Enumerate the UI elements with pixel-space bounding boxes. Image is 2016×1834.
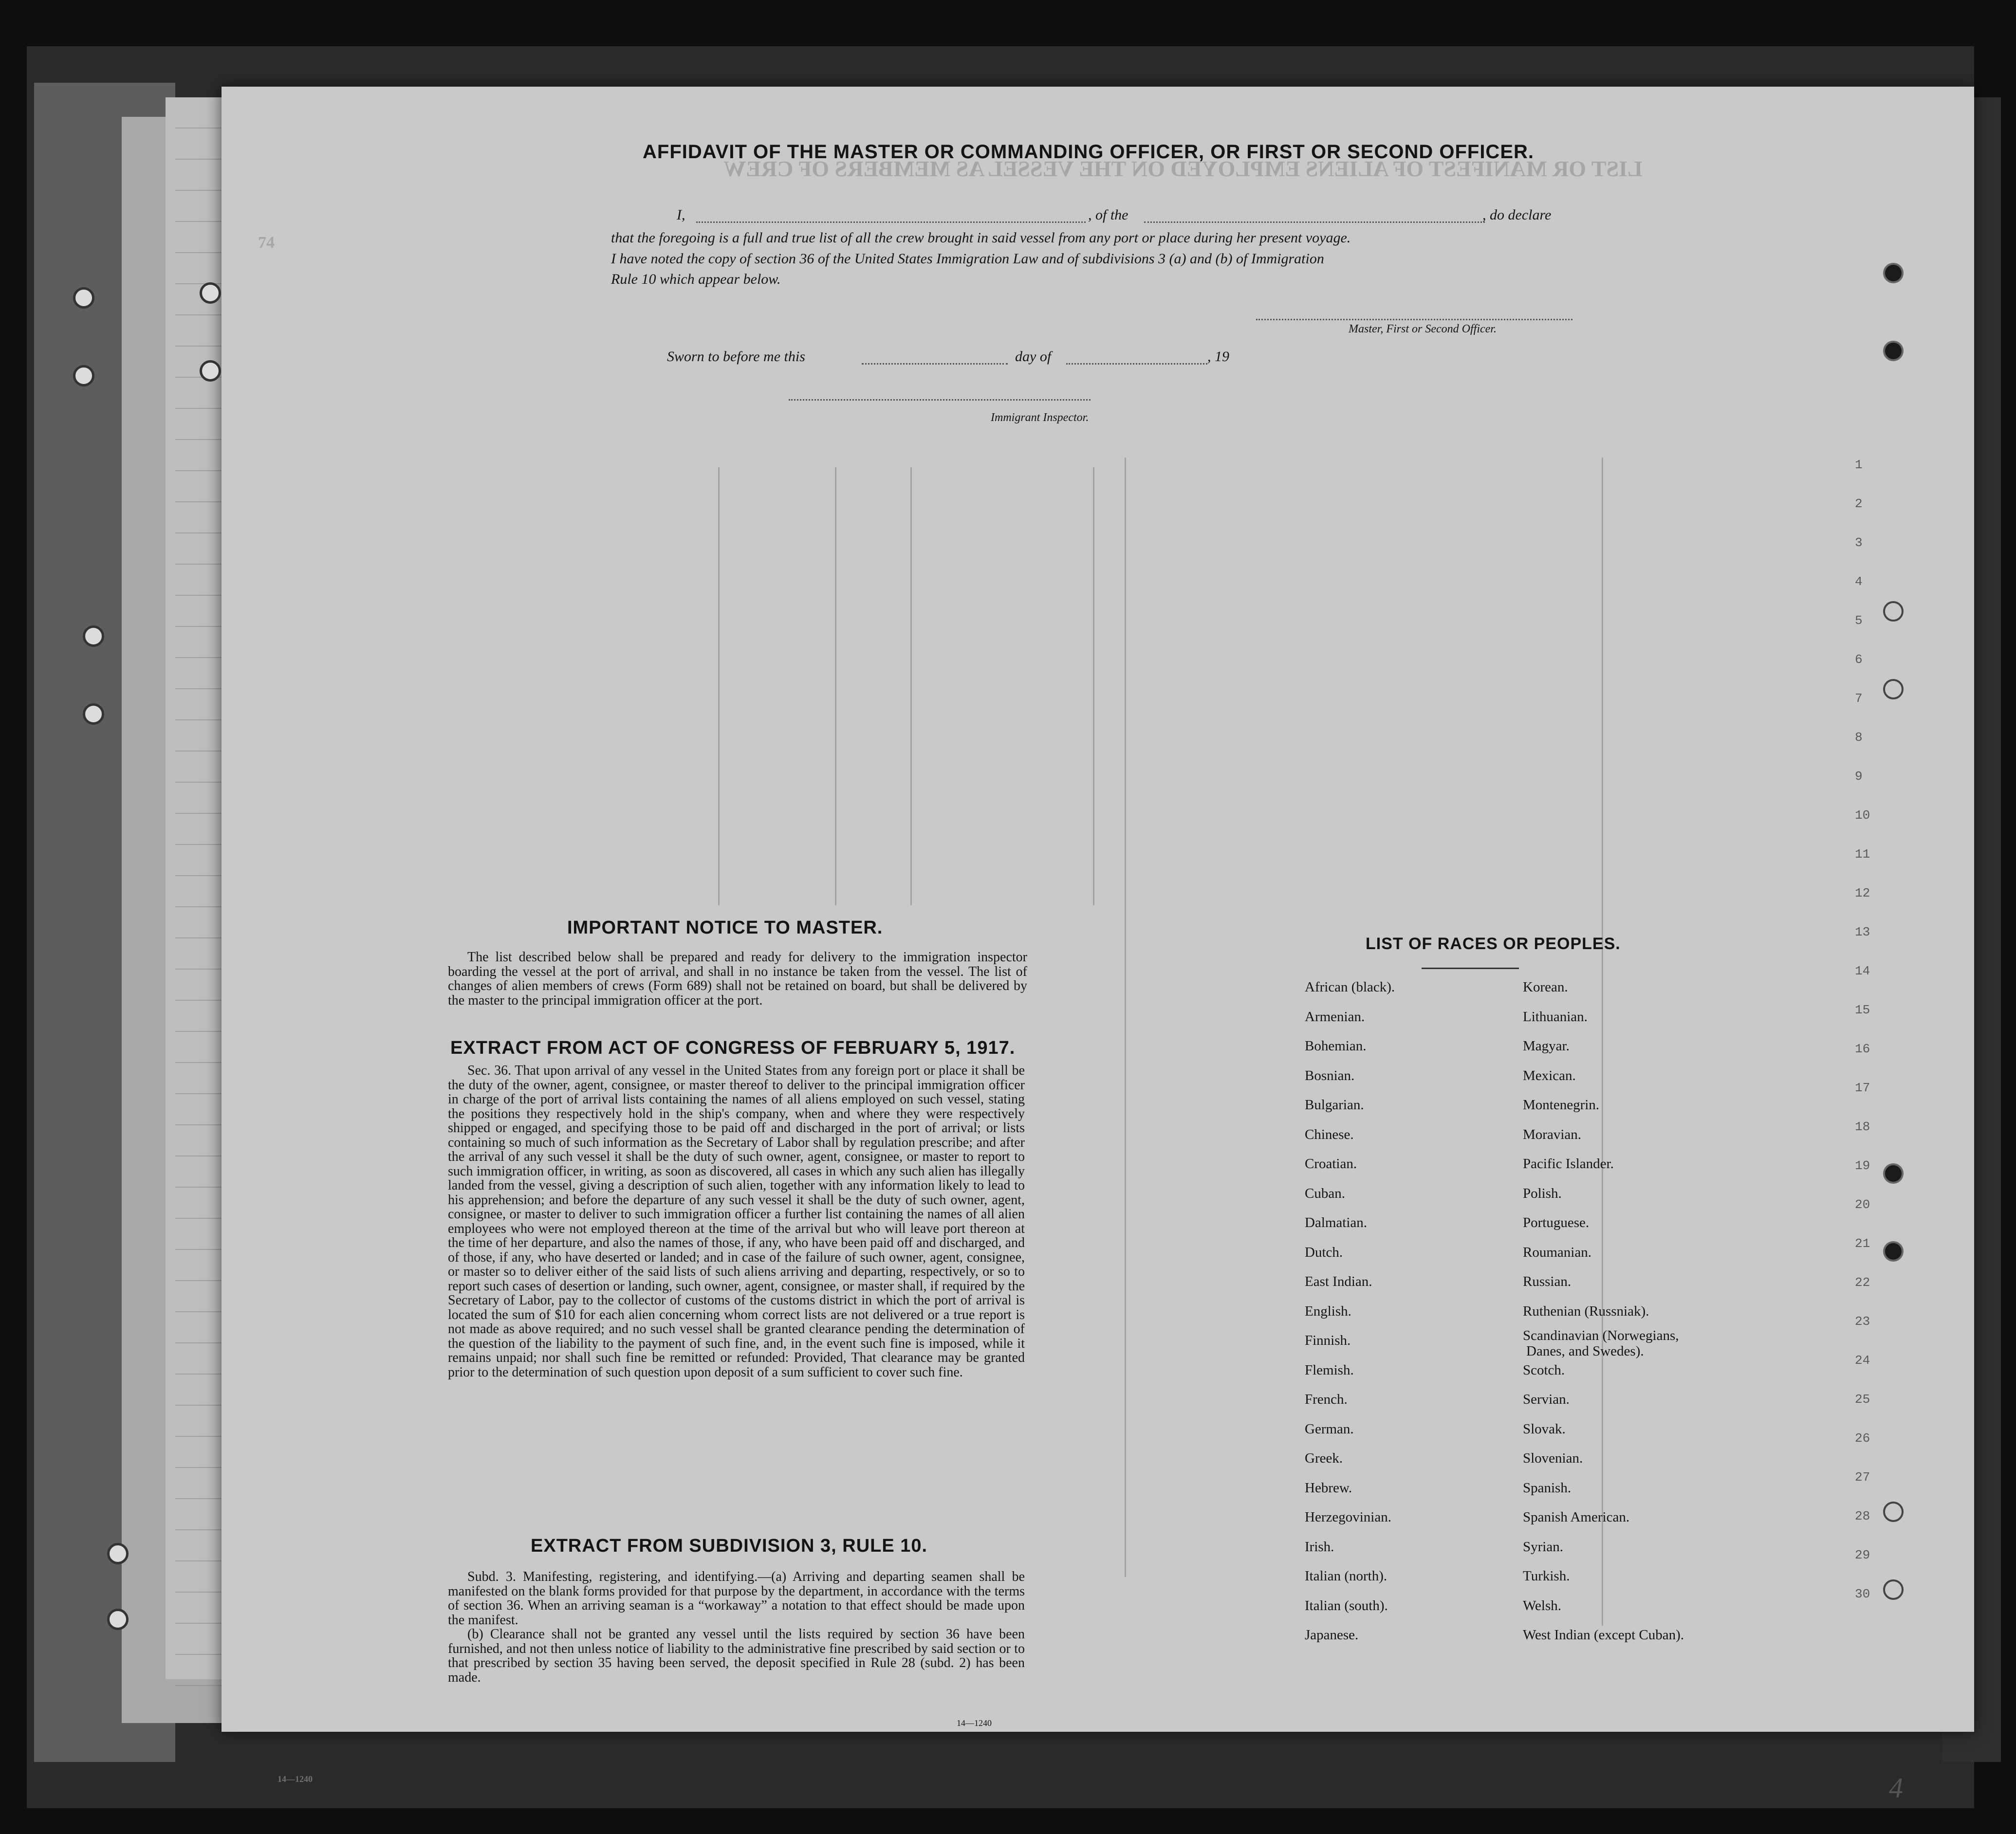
race-item: Roumanian.	[1523, 1244, 1591, 1260]
binder-hole-icon	[1883, 601, 1904, 622]
race-item: Syrian.	[1523, 1539, 1563, 1555]
race-item: Slovak.	[1523, 1421, 1566, 1437]
ghost-row-number: 25	[1855, 1392, 1870, 1407]
subd-3b-paragraph: (b) Clearance shall not be granted any vessel until the lists required by section 36 have been furnished, and not then unless notice of liability to the administrative fine prescribed by said section or to that prescribed by section 35 having been served, the deposit specified in Rule 28 (subd. 2) has been made.	[448, 1627, 1025, 1685]
ghost-row-number: 21	[1855, 1236, 1870, 1251]
ghost-row-number: 29	[1855, 1548, 1870, 1562]
sworn-year-label: , 19	[1207, 348, 1229, 365]
binder-hole-icon	[1883, 1579, 1904, 1600]
subd-3a-paragraph: Subd. 3. Manifesting, registering, and identifying.—(a) Arriving and departing seamen shall be manifested on the blank forms provided for that purpose by the department, in accordance with the terms of section 36. When an arriving seaman is a “workaway” a notation to that effect should be made upon the manifest.	[448, 1569, 1025, 1628]
race-item: African (black).	[1305, 979, 1395, 995]
ghost-column-line	[718, 467, 720, 905]
race-item: Italian (north).	[1305, 1568, 1387, 1584]
bleed-through-header: LIST OR MANIFEST OF ALIENS EMPLOYED ON THE VESSEL AS MEMBERS OF CREW	[723, 156, 1643, 181]
race-item: Scandinavian (Norwegians,	[1523, 1328, 1679, 1343]
inspector-label: Immigrant Inspector.	[991, 411, 1089, 424]
ghost-row-number: 23	[1855, 1314, 1870, 1329]
affidavit-line1-mid: , of the	[1088, 207, 1128, 223]
binder-hole-icon	[107, 1543, 129, 1564]
binder-hole-icon	[83, 625, 104, 647]
binder-hole-icon	[73, 365, 94, 386]
race-item: Magyar.	[1523, 1038, 1570, 1054]
ghost-row-number: 11	[1855, 847, 1870, 862]
race-item: Spanish.	[1523, 1480, 1572, 1496]
signature-label: Master, First or Second Officer.	[1349, 323, 1497, 335]
binder-hole-icon	[1883, 1241, 1904, 1262]
binder-hole-icon	[200, 282, 221, 304]
ghost-column-line	[1125, 458, 1126, 1577]
race-item: Welsh.	[1523, 1597, 1562, 1614]
race-item: Scotch.	[1523, 1362, 1565, 1378]
ghost-row-number: 18	[1855, 1119, 1870, 1134]
binder-hole-icon	[200, 360, 221, 382]
name-blank	[696, 221, 1086, 223]
extract-rule-text	[448, 1570, 1025, 1685]
inspector-blank	[789, 399, 1091, 401]
sworn-day-label: day of	[1015, 348, 1052, 365]
race-item: Mexican.	[1523, 1067, 1576, 1083]
race-item: English.	[1305, 1303, 1351, 1319]
affidavit-line4: Rule 10 which appear below.	[611, 271, 781, 287]
binder-hole-icon	[1883, 679, 1904, 699]
race-item: Bohemian.	[1305, 1038, 1367, 1054]
affidavit-line3: I have noted the copy of section 36 of the United States Immigration Law and of subdivisions 3 (a) and (b) of Immigration	[611, 251, 1324, 267]
ghost-row-number: 4	[1855, 574, 1863, 589]
race-item: Ruthenian (Russniak).	[1523, 1303, 1649, 1319]
notice-paragraph: The list described below shall be prepared and ready for delivery to the immigration inspector boarding the vessel at the port of arrival, and shall in no instance be taken from the vessel. The list of changes of alien members of crews (Form 689) shall not be retained on board, but shall be delivered by the master to the principal immigration officer at the port.	[448, 950, 1027, 1008]
ghost-row-number: 20	[1855, 1197, 1870, 1212]
races-title: LIST OF RACES OR PEOPLES.	[1366, 935, 1621, 953]
extract-act-title: EXTRACT FROM ACT OF CONGRESS OF FEBRUARY 5, 1917.	[450, 1038, 1016, 1058]
extract-rule-title: EXTRACT FROM SUBDIVISION 3, RULE 10.	[531, 1536, 928, 1556]
race-item: Pacific Islander.	[1523, 1156, 1614, 1172]
ghost-column-line	[910, 467, 912, 905]
margin-form-number: 14—1240	[277, 1774, 313, 1784]
ghost-row-number: 8	[1855, 730, 1863, 745]
ghost-row-number: 9	[1855, 769, 1863, 784]
race-item: Cuban.	[1305, 1185, 1345, 1201]
binder-hole-icon	[1883, 341, 1904, 361]
ghost-row-number: 13	[1855, 925, 1870, 939]
race-item: Turkish.	[1523, 1568, 1570, 1584]
ghost-row-number: 16	[1855, 1042, 1870, 1056]
race-item: Chinese.	[1305, 1126, 1354, 1142]
affidavit-line1-start: I,	[677, 207, 685, 223]
extract-act-text	[448, 1064, 1025, 1379]
month-blank	[1066, 363, 1207, 365]
ghost-row-number: 27	[1855, 1470, 1870, 1485]
race-item: Moravian.	[1523, 1126, 1581, 1142]
race-item: Slovenian.	[1523, 1450, 1583, 1466]
manifest-page	[222, 87, 1974, 1732]
race-item: German.	[1305, 1421, 1354, 1437]
binder-hole-icon	[73, 287, 94, 309]
ghost-row-number: 14	[1855, 964, 1870, 978]
race-item: Danes, and Swedes).	[1526, 1343, 1644, 1359]
affidavit-title: AFFIDAVIT OF THE MASTER OR COMMANDING OFFICER, OR FIRST OR SECOND OFFICER.	[643, 141, 1534, 163]
ghost-row-number: 3	[1855, 535, 1863, 550]
section-36-paragraph: Sec. 36. That upon arrival of any vessel in the United States from any foreign port or place it shall be the duty of the owner, agent, consignee, or master thereof to deliver to the principal immigration officer in charge of the port of arrival lists containing the names of all aliens employed on such vessel, stating the positions they respectively hold in the ship's company, when and where they were respectively shipped or engaged, and specifying those to be paid off and discharged in the port of arrival; or lists containing so much of such information as the Secretary of Labor shall by regulation prescribe; and after the arrival of any such vessel it shall be the duty of such owner, agent, consignee, or master to report to such immigration officer, in writing, as soon as discovered, all cases in which any such alien has illegally landed from the vessel, giving a description of such alien, together with any information likely to lead to his apprehension; and before the departure of any such vessel it shall be the duty of such owner, agent, consignee, or master to deliver to such immigration officer a further list containing the names of all alien employees who were not employed thereon at the time of the arrival but who will leave port thereon at the time of her departure, and also the names of those, if any, who have been paid off and discharged, and of those, if any, who have deserted or landed; and in case of the failure of such owner, agent, consignee, or master so to deliver either of the said lists of such aliens arriving and departing, respectively, or so to report such cases of desertion or landing, such owner, agent, consignee, or master shall, if required by the Secretary of Labor, pay to the collector of customs of the customs district in which the port of arrival is located the sum of $10 for each alien concerning whom correct lists are not delivered or a true report is not made as above required; and no such vessel shall be granted clearance pending the determination of the question of the liability to the payment of such fine, and, in the event such fine is imposed, while it remains unpaid; nor shall such fine be remitted or refunded: Provided, That clearance may be granted prior to the determination of such question upon deposit of a sum sufficient to cover such fine.	[448, 1063, 1025, 1380]
race-item: Japanese.	[1305, 1627, 1359, 1643]
race-item: Dalmatian.	[1305, 1215, 1368, 1230]
binder-hole-icon	[1883, 1163, 1904, 1184]
race-item: Italian (south).	[1305, 1597, 1388, 1614]
binder-hole-icon	[1883, 1502, 1904, 1522]
ghost-row-number: 22	[1855, 1275, 1870, 1290]
race-item: Lithuanian.	[1523, 1009, 1588, 1025]
notice-title: IMPORTANT NOTICE TO MASTER.	[567, 917, 883, 938]
corner-mark: 4	[1889, 1772, 1903, 1804]
race-item: Russian.	[1523, 1274, 1572, 1289]
day-blank	[862, 363, 1008, 365]
ghost-row-number: 28	[1855, 1509, 1870, 1523]
race-item: Greek.	[1305, 1450, 1343, 1466]
vessel-blank	[1144, 221, 1485, 223]
race-item: Servian.	[1523, 1392, 1570, 1407]
ghost-row-number: 24	[1855, 1353, 1870, 1368]
ghost-row-number: 17	[1855, 1081, 1870, 1095]
form-number: 14—1240	[957, 1718, 992, 1728]
race-item: Armenian.	[1305, 1009, 1365, 1025]
race-item: French.	[1305, 1392, 1348, 1407]
ghost-row-number: 5	[1855, 613, 1863, 628]
race-item: Herzegovinian.	[1305, 1509, 1391, 1525]
race-item: West Indian (except Cuban).	[1523, 1627, 1684, 1643]
race-item: Irish.	[1305, 1539, 1334, 1555]
signature-blank	[1256, 319, 1572, 320]
race-item: Spanish American.	[1523, 1509, 1630, 1525]
race-item: Korean.	[1523, 979, 1568, 995]
race-item: Hebrew.	[1305, 1480, 1352, 1496]
sworn-text: Sworn to before me this	[667, 348, 805, 365]
ghost-column-line	[1093, 467, 1094, 905]
binder-hole-icon	[83, 703, 104, 725]
race-item: Bulgarian.	[1305, 1097, 1364, 1113]
binder-hole-icon	[1883, 263, 1904, 283]
ghost-row-number: 30	[1855, 1587, 1870, 1601]
races-title-rule	[1422, 968, 1519, 969]
ghost-row-number: 15	[1855, 1003, 1870, 1017]
race-item: Finnish.	[1305, 1333, 1351, 1348]
affidavit-line1-end: , do declare	[1482, 207, 1552, 223]
notice-text	[448, 950, 1027, 1008]
race-item: Bosnian.	[1305, 1067, 1355, 1083]
race-item: Montenegrin.	[1523, 1097, 1600, 1113]
ghost-row-number: 7	[1855, 691, 1863, 706]
ghost-row-number: 26	[1855, 1431, 1870, 1446]
ghost-row-number: 12	[1855, 886, 1870, 900]
race-item: Portuguese.	[1523, 1215, 1590, 1230]
ghost-row-number: 6	[1855, 652, 1863, 667]
ghost-row-number: 1	[1855, 458, 1863, 472]
ghost-column-line	[835, 467, 836, 905]
affidavit-line2: that the foregoing is a full and true list of all the crew brought in said vessel from any port or place during her present voyage.	[611, 230, 1351, 246]
binder-hole-icon	[107, 1609, 129, 1630]
ghost-row-number: 19	[1855, 1158, 1870, 1173]
race-item: East Indian.	[1305, 1274, 1372, 1289]
margin-mark: 74	[258, 234, 275, 252]
ghost-row-number: 2	[1855, 496, 1863, 511]
race-item: Dutch.	[1305, 1244, 1343, 1260]
ghost-column-line	[1602, 458, 1603, 1626]
race-item: Croatian.	[1305, 1156, 1357, 1172]
ghost-row-number: 10	[1855, 808, 1870, 823]
race-item: Flemish.	[1305, 1362, 1354, 1378]
race-item: Polish.	[1523, 1185, 1562, 1201]
